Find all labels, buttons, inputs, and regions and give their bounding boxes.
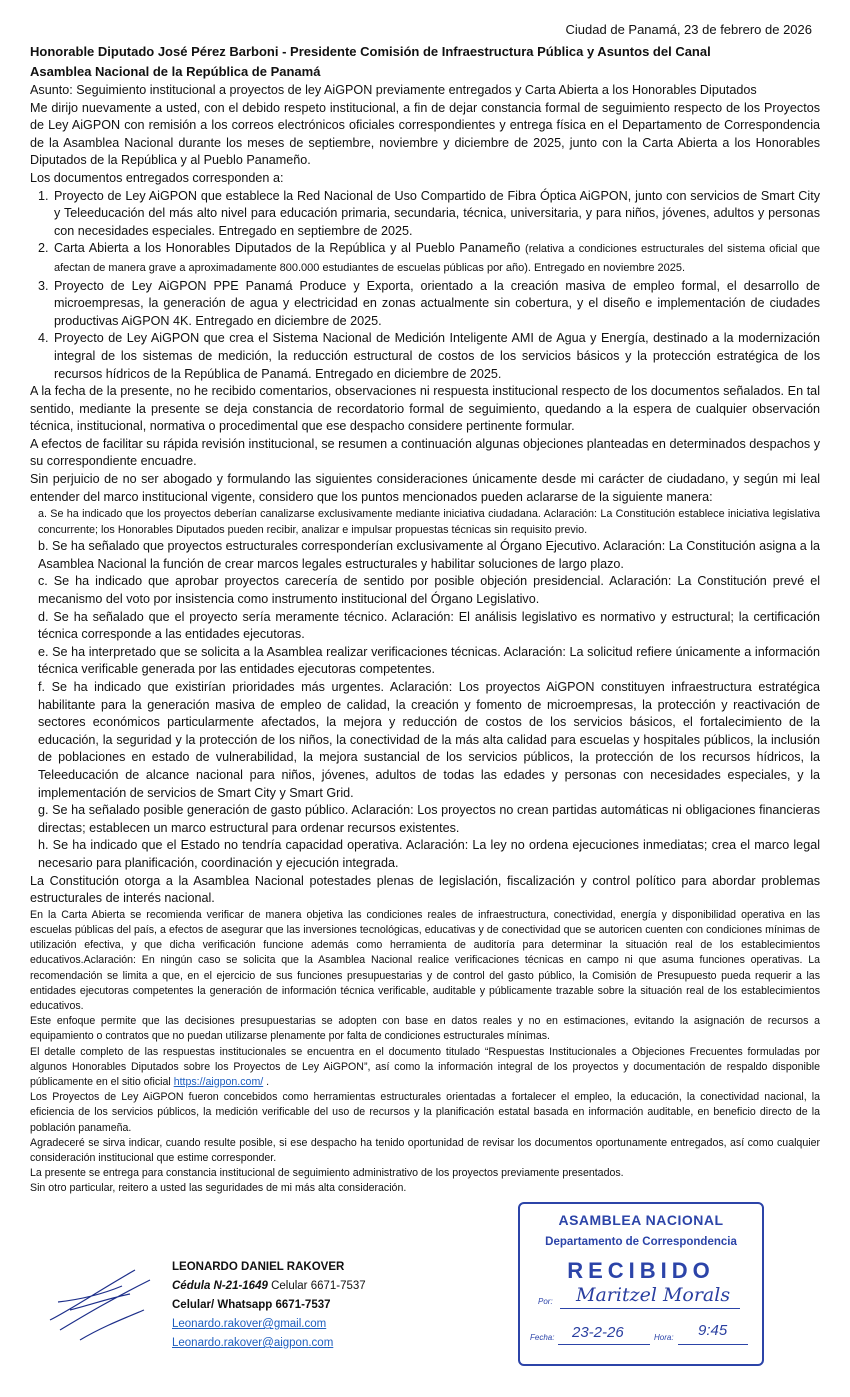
document-item-2-main: Carta Abierta a los Honorables Diputados de la República y al Pueblo Panameño bbox=[54, 241, 521, 256]
disclaimer-paragraph: Sin perjuicio de no ser abogado y formulando las siguientes consideraciones únicamente desde mi carácter de ciudadano, y según mi leal entender del marco institucional vigente, considero que los puntos mencionados pueden aclararse de la siguiente manera: bbox=[30, 472, 820, 504]
signer-id-line bbox=[172, 1277, 366, 1296]
stamp-received: RECIBIDO bbox=[567, 1258, 715, 1283]
objection-item-d: d. Se ha señalado que el proyecto sería meramente técnico. Aclaración: El análisis legislativo es normativo y estructural; la certificación técnica corresponde a las entidades ejecutoras. bbox=[38, 609, 820, 642]
received-stamp bbox=[518, 1202, 764, 1366]
stamp-hora-value: 9:45 bbox=[698, 1322, 728, 1339]
docs-intro: Los documentos entregados corresponden a: bbox=[30, 170, 284, 185]
objection-item-a: a. Se ha indicado que los proyectos deberían canalizarse exclusivamente mediante iniciativa ciudadana. Aclaración: La Constitución establece iniciativa legislativa concurrente; los Honorables Diputados pueden recibir, analizar e impulsar propuestas técnicas sin requisito previo. bbox=[38, 508, 820, 537]
detail-tail: . bbox=[266, 1075, 270, 1088]
website-link[interactable]: https://aigpon.com/ bbox=[173, 1075, 264, 1088]
document-item-4: 4. Proyecto de Ley AiGPON que crea el Sistema Nacional de Medición Inteligente AMI de Agua y Energía, destinado a la modernización integral de los sistemas de medición, la reducción estructural de costos de los servicios básicos y la protección estratégica de los recursos hídricos de la República de Panamá. Entregado en diciembre de 2025. bbox=[52, 330, 820, 383]
objection-item-h: h. Se ha indicado que el Estado no tendría capacidad operativa. Aclaración: La ley no ordena ejecuciones inmediatas; crea el marco legal necesario para planificación, coordinación y ejecución integrada. bbox=[38, 838, 820, 870]
document-item-2-note: (relativa a condiciones estructurales del sistema oficial que afectan de manera grave a aproximadamente 800.000 estudiantes de escuelas públicas por año). Entregado en noviembre 2025. bbox=[54, 243, 820, 274]
objection-item-g: g. Se ha señalado posible generación de gasto público. Aclaración: Los proyectos no crean partidas automáticas ni obligaciones financieras directas; establecen un marco estructural para ordenar recursos existentes. bbox=[38, 803, 820, 835]
letter-body bbox=[30, 82, 820, 1197]
intro-paragraph: Me dirijo nuevamente a usted, con el debido respeto institucional, a fin de dejar constancia formal de seguimiento respecto de los Proyectos de Ley AiGPON con remisión a los correos electrónicos oficiales correspondientes y entrega física en el Departamento de Correspondencia de la Asamblea Nacional durante los meses de septiembre, noviembre y diciembre de 2025, junto con la Carta Abierta a los Honorables Diputados de la República y al Pueblo Panameño. bbox=[30, 100, 820, 168]
stamp-title: ASAMBLEA NACIONAL bbox=[558, 1212, 724, 1228]
objection-item-e: e. Se ha interpretado que se solicita a la Asamblea realizar verificaciones técnicas. Aclaración: La solicitud refiere únicamente a información técnica verificable generada por las entidades ejecutoras competentes. bbox=[38, 644, 820, 677]
signature-block bbox=[172, 1258, 366, 1353]
document-item-1: 1. Proyecto de Ley AiGPON que establece la Red Nacional de Uso Compartido de Fibra Óptica AiGPON, junto con servicios de Smart City y Teleeducación del más alto nivel para educación primaria, secundaria, técnica, universitaria, y para niños, jóvenes, adultos y personas con necesidades especiales. Entregado en septiembre de 2025. bbox=[52, 188, 820, 241]
constitution-paragraph: La Constitución otorga a la Asamblea Nacional potestades plenas de legislación, fiscalización y control político para abordar problemas estructurales de interés nacional. bbox=[30, 873, 820, 906]
open-letter-paragraph: En la Carta Abierta se recomienda verificar de manera objetiva las condiciones reales de infraestructura, conectividad, energía y disponibilidad operativa en las escuelas públicas del país, a efectos de asegurar que las inversiones tecnológicas, educativas y de conectividad que se autoricen cuenten con condiciones mínimas de utilización efectiva, y que dicha verificación funcione además como herramienta de auditoría para determinar la situación real de los establecimientos educativos.Aclaración: En ningún caso se solicita que la Asamblea Nacional realice verificaciones técnicas en campo ni que asuma funciones operativas. La recomendación se limita a que, en el ejercicio de sus funciones presupuestarias y de control del gasto público, la Comisión de Presupuesto pueda requerir a las entidades ejecutoras competentes la generación de información técnica verificable, auditable y públicamente trazable sobre la situación real de los establecimientos educativos. bbox=[30, 908, 820, 1012]
signer-name: LEONARDO DANIEL RAKOVER bbox=[172, 1261, 345, 1273]
stamp-fecha-value: 23-2-26 bbox=[572, 1324, 624, 1341]
projects-paragraph: Los Proyectos de Ley AiGPON fueron concebidos como herramientas estructurales orientadas a fortalecer el empleo, la educación, la conectividad nacional, la eficiencia de los servicios públicos, la medición verificable del uso de recursos y la planificación estatal basada en información auditable, en beneficio directo de la población panameña. bbox=[30, 1091, 820, 1134]
letter-header bbox=[30, 42, 820, 82]
detail-paragraph bbox=[30, 1045, 820, 1091]
objection-item-c: c. Se ha indicado que aprobar proyectos carecería de sentido por posible objeción presidencial. Aclaración: La Constitución prevé el mecanismo del voto por insistencia como instrumento institucional del Órgano Legislativo. bbox=[38, 574, 820, 607]
stamp-por-signature: Maritzel Morals bbox=[576, 1284, 731, 1306]
closing-paragraph: Sin otro particular, reitero a usted las seguridades de mi más alta consideración. bbox=[30, 1182, 407, 1195]
letter-date: Ciudad de Panamá, 23 de febrero de 2026 bbox=[565, 22, 812, 37]
stamp-hora-line bbox=[678, 1344, 748, 1345]
signer-email-gmail[interactable]: Leonardo.rakover@gmail.com bbox=[172, 1318, 327, 1330]
objection-item-f: f. Se ha indicado que existirían prioridades más urgentes. Aclaración: Los proyectos AiGPON constituyen infraestructura estratégica habilitante para la generación masiva de empleo de calidad, la creación y fomento de microempresas, la protección y reactivación de sectores económicos particularmente afectados, la mejora y reducción de costos de los servicios básicos, el fortalecimiento de la educación, la seguridad y la protección de los niños, la conectividad de la más alta calidad para escuelas y hospitales públicos, la inclusión de poblaciones en estado de vulnerabilidad, la mejora sustancial de los servicios públicos, la protección de los recursos hídricos, la Teleeducación de alcance nacional para niños, jóvenes, adultos de todas las edades y personas con necesidades especiales, y la implementación de servicios de Smart City y Smart Grid. bbox=[38, 680, 820, 800]
stamp-por-line bbox=[560, 1308, 740, 1309]
document-item-2 bbox=[52, 240, 820, 277]
detail-text: El detalle completo de las respuestas institucionales se encuentra en el documento titulado “Respuestas Institucionales a Objeciones Frecuentes formuladas por algunos Honorables Diputados sobre los Proyectos de Ley AiGPON”, así como la información integral de los proyectos y documentación de respaldo disponible públicamente en el sitio oficial bbox=[30, 1045, 820, 1088]
signer-phone: Celular 6671-7537 bbox=[271, 1280, 366, 1292]
documents-list bbox=[30, 188, 820, 384]
institution-line: Asamblea Nacional de la República de Panamá bbox=[30, 64, 321, 79]
signer-email-aigpon[interactable]: Leonardo.rakover@aigpon.com bbox=[172, 1337, 334, 1349]
stamp-fecha-line bbox=[558, 1344, 650, 1345]
stamp-hora-label: Hora: bbox=[654, 1333, 674, 1342]
status-paragraph: A la fecha de la presente, no he recibido comentarios, observaciones ni respuesta institucional respecto de los documentos señalados. En tal sentido, mediante la presente se deja constancia de recordatorio formal de seguimiento, quedando a la espera de cualquier observación técnica, institucional, normativa o procedimental que ese despacho considere pertinente formular. bbox=[30, 384, 820, 434]
stamp-department: Departamento de Correspondencia bbox=[545, 1236, 737, 1248]
signer-whatsapp: Celular/ Whatsapp 6671-7537 bbox=[172, 1299, 331, 1311]
handwritten-signature bbox=[40, 1250, 160, 1360]
document-item-3: 3. Proyecto de Ley AiGPON PPE Panamá Produce y Exporta, orientado a la creación masiva de empleo formal, el desarrollo de microempresas, la generación de agua y electricidad en zonas actualmente sin cobertura, y el diseño e implementación de ciudades productivas AiGPON 4K. Entregado en diciembre de 2025. bbox=[52, 278, 820, 331]
request-paragraph: Agradeceré se sirva indicar, cuando resulte posible, si ese despacho ha tenido oportunidad de revisar los documentos oportunamente entregados, así como cualquier consideración institucional que estime corresponder. bbox=[30, 1136, 820, 1164]
objection-item-b: b. Se ha señalado que proyectos estructurales corresponderían exclusivamente al Órgano Ejecutivo. Aclaración: La Constitución asigna a la Asamblea Nacional la función de crear marcos legales estructurales y habilitar soluciones de largo plazo. bbox=[38, 539, 820, 571]
recipient-line: Honorable Diputado José Pérez Barboni - Presidente Comisión de Infraestructura Pública y Asuntos del Canal bbox=[30, 44, 711, 59]
summary-paragraph: A efectos de facilitar su rápida revisión institucional, se resumen a continuación algunas objeciones planteadas en determinados despachos y su correspondiente encuadre. bbox=[30, 436, 820, 469]
stamp-fecha-label: Fecha: bbox=[530, 1333, 555, 1342]
delivery-paragraph: La presente se entrega para constancia institucional de seguimiento administrativo de los proyectos previamente presentados. bbox=[30, 1167, 624, 1180]
stamp-por-label: Por: bbox=[538, 1297, 553, 1306]
signer-cedula: Cédula N-21-1649 bbox=[172, 1280, 268, 1292]
approach-paragraph: Este enfoque permite que las decisiones presupuestarias se adopten con base en datos reales y no en estimaciones, evitando la asignación de recursos a equipamiento o contratos que no puedan utilizarse plenamente por falta de condiciones estructurales mínimas. bbox=[30, 1015, 820, 1043]
subject-line: Asunto: Seguimiento institucional a proyectos de ley AiGPON previamente entregados y Carta Abierta a los Honorables Diputados bbox=[30, 83, 757, 97]
